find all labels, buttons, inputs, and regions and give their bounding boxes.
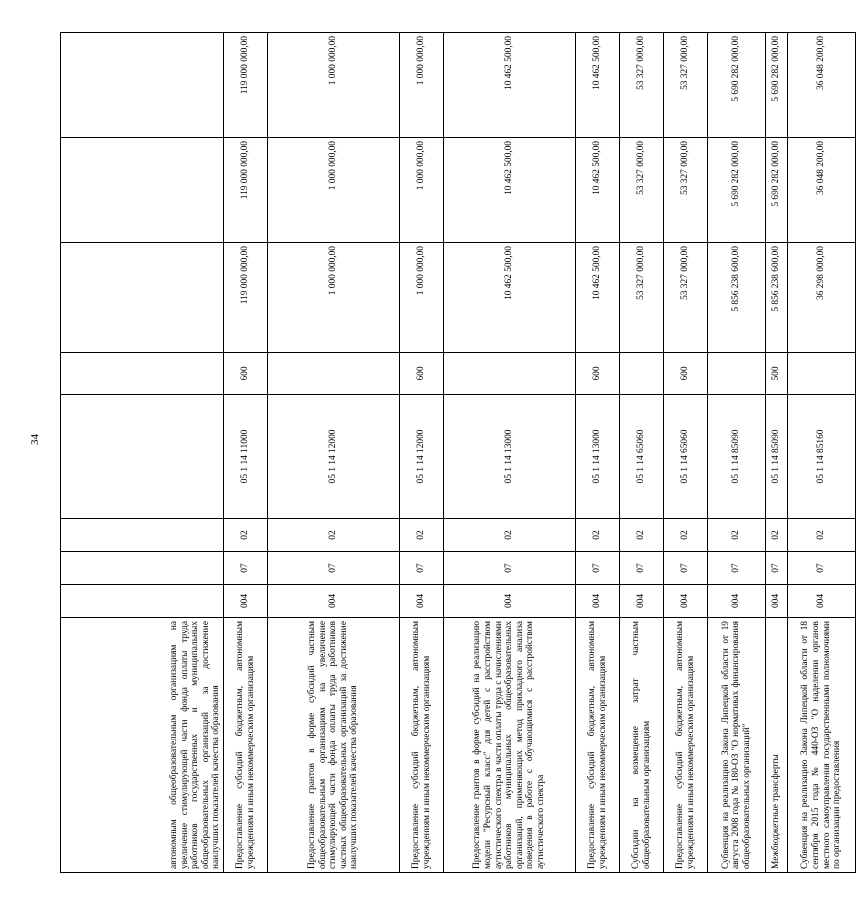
amount-year1-cell: 53 327 000,00 — [620, 243, 664, 353]
section-cell: 07 — [708, 552, 766, 585]
amount-year2-cell: 10 462 500,00 — [576, 138, 620, 243]
item-name-cell: автономным общеобразовательным организациям на увеличение стимулирующей части фонда оплаты труда работников государственных и муниципальных общеобразовательных организаций за достижение наилучших показателей качества образования — [61, 618, 224, 873]
table-row — [444, 33, 576, 873]
amount-year3-cell: 5 690 282 000,00 — [708, 33, 766, 138]
amount-year2-cell: 5 690 282 000,00 — [708, 138, 766, 243]
table-row — [224, 33, 268, 873]
amount-year2-cell: 119 000 000,00 — [224, 138, 268, 243]
item-name-cell: Предоставление грантов в форме субсидий на реализацию модели "Ресурсный класс" для детей с расстройством аутистического спектра в части оплаты труда с начислениями работников муниципальных общеобразовательных организаций, применяющих метод прикладного анализа поведения в работе с обучающимися с расстройством аутистического спектра — [444, 618, 576, 873]
ministry-code-cell: 004 — [766, 585, 788, 618]
item-name-cell: Субсидии на возмещение затрат частным общеобразовательным организациям — [620, 618, 664, 873]
target-article-cell: 05 1 14 12000 — [268, 395, 400, 519]
subsection-cell: 02 — [766, 519, 788, 552]
expense-type-cell — [444, 353, 576, 395]
subsection-cell: 02 — [400, 519, 444, 552]
amount-year2-cell: 53 327 000,00 — [620, 138, 664, 243]
expense-type-cell: 600 — [576, 353, 620, 395]
amount-year1-cell — [61, 243, 224, 353]
target-article-cell: 05 1 14 85090 — [766, 395, 788, 519]
subsection-cell: 02 — [708, 519, 766, 552]
item-name-cell: Предоставление субсидий бюджетным, автономным учреждениям и иным некоммерческим организациям — [576, 618, 620, 873]
amount-year1-cell: 36 298 000,00 — [788, 243, 856, 353]
ministry-code-cell — [61, 585, 224, 618]
target-article-cell — [61, 395, 224, 519]
subsection-cell — [61, 519, 224, 552]
table-row — [788, 33, 856, 873]
ministry-code-cell: 004 — [620, 585, 664, 618]
target-article-cell: 05 1 14 13000 — [576, 395, 620, 519]
amount-year2-cell: 10 462 500,00 — [444, 138, 576, 243]
amount-year2-cell — [61, 138, 224, 243]
table-row — [664, 33, 708, 873]
subsection-cell: 02 — [444, 519, 576, 552]
amount-year3-cell: 5 690 282 000,00 — [766, 33, 788, 138]
ministry-code-cell: 004 — [788, 585, 856, 618]
section-cell: 07 — [224, 552, 268, 585]
expense-type-cell: 600 — [400, 353, 444, 395]
section-cell: 07 — [444, 552, 576, 585]
item-name-cell: Субвенция на реализацию Закона Липецкой области от 19 августа 2008 года № 180-ОЗ "О нормативах финансирования общеобразовательных организаций" — [708, 618, 766, 873]
section-cell: 07 — [620, 552, 664, 585]
amount-year2-cell: 5 690 282 000,00 — [766, 138, 788, 243]
ministry-code-cell: 004 — [224, 585, 268, 618]
target-article-cell: 05 1 14 11000 — [224, 395, 268, 519]
amount-year3-cell: 53 327 000,00 — [664, 33, 708, 138]
amount-year3-cell: 10 462 500,00 — [576, 33, 620, 138]
target-article-cell: 05 1 14 13000 — [444, 395, 576, 519]
target-article-cell: 05 1 14 65060 — [664, 395, 708, 519]
expense-type-cell — [788, 353, 856, 395]
amount-year3-cell: 53 327 000,00 — [620, 33, 664, 138]
expense-type-cell — [268, 353, 400, 395]
expense-type-cell — [61, 353, 224, 395]
item-name-cell: Предоставление субсидий бюджетным, автономным учреждениям и иным некоммерческим организациям — [224, 618, 268, 873]
subsection-cell: 02 — [224, 519, 268, 552]
section-cell: 07 — [664, 552, 708, 585]
expense-type-cell: 600 — [664, 353, 708, 395]
amount-year1-cell: 10 462 500,00 — [444, 243, 576, 353]
expense-type-cell: 600 — [224, 353, 268, 395]
subsection-cell: 02 — [788, 519, 856, 552]
amount-year2-cell: 1 000 000,00 — [268, 138, 400, 243]
item-name-cell: Субвенция на реализацию Закона Липецкой области от 18 сентября 2015 года № 440-ОЗ "О наделении органов местного самоуправления государственными полномочиями по организации предоставления — [788, 618, 856, 873]
ministry-code-cell: 004 — [708, 585, 766, 618]
table-row — [708, 33, 766, 873]
subsection-cell: 02 — [620, 519, 664, 552]
table-row — [576, 33, 620, 873]
item-name-cell: Предоставление субсидий бюджетным, автономным учреждениям и иным некоммерческим организациям — [400, 618, 444, 873]
target-article-cell: 05 1 14 65060 — [620, 395, 664, 519]
amount-year1-cell: 1 000 000,00 — [400, 243, 444, 353]
ministry-code-cell: 004 — [664, 585, 708, 618]
amount-year1-cell: 119 000 000,00 — [224, 243, 268, 353]
budget-table — [60, 32, 856, 873]
amount-year3-cell: 10 462 500,00 — [444, 33, 576, 138]
ministry-code-cell: 004 — [400, 585, 444, 618]
amount-year3-cell — [61, 33, 224, 138]
table-row — [400, 33, 444, 873]
ministry-code-cell: 004 — [268, 585, 400, 618]
rotated-page-content — [60, 33, 843, 873]
expense-type-cell: 500 — [766, 353, 788, 395]
amount-year3-cell: 1 000 000,00 — [268, 33, 400, 138]
amount-year1-cell: 1 000 000,00 — [268, 243, 400, 353]
amount-year2-cell: 36 048 200,00 — [788, 138, 856, 243]
ministry-code-cell: 004 — [576, 585, 620, 618]
table-row — [620, 33, 664, 873]
amount-year3-cell: 119 000 000,00 — [224, 33, 268, 138]
section-cell: 07 — [400, 552, 444, 585]
amount-year1-cell: 53 327 000,00 — [664, 243, 708, 353]
subsection-cell: 02 — [268, 519, 400, 552]
amount-year1-cell: 10 462 500,00 — [576, 243, 620, 353]
amount-year2-cell: 53 327 000,00 — [664, 138, 708, 243]
ministry-code-cell: 004 — [444, 585, 576, 618]
section-cell: 07 — [576, 552, 620, 585]
subsection-cell: 02 — [664, 519, 708, 552]
item-name-cell: Предоставление субсидий бюджетным, автономным учреждениям и иным некоммерческим организациям — [664, 618, 708, 873]
section-cell — [61, 552, 224, 585]
table-row — [766, 33, 788, 873]
amount-year3-cell: 1 000 000,00 — [400, 33, 444, 138]
target-article-cell: 05 1 14 85160 — [788, 395, 856, 519]
section-cell: 07 — [268, 552, 400, 585]
amount-year3-cell: 36 048 200,00 — [788, 33, 856, 138]
subsection-cell: 02 — [576, 519, 620, 552]
target-article-cell: 05 1 14 85090 — [708, 395, 766, 519]
page-number: 34 — [29, 434, 41, 445]
item-name-cell: Предоставление грантов в форме субсидий частным общеобразовательным организациям на увеличение стимулирующей части фонда оплаты труда работников частных общеобразовательных организаций за достижение наилучших показателей качества образования — [268, 618, 400, 873]
section-cell: 07 — [788, 552, 856, 585]
table-row — [61, 33, 224, 873]
item-name-cell: Межбюджетные трансферты — [766, 618, 788, 873]
expense-type-cell — [620, 353, 664, 395]
expense-type-cell — [708, 353, 766, 395]
target-article-cell: 05 1 14 12000 — [400, 395, 444, 519]
amount-year1-cell: 5 856 238 600,00 — [708, 243, 766, 353]
table-row — [268, 33, 400, 873]
amount-year1-cell: 5 856 238 600,00 — [766, 243, 788, 353]
budget-table-body — [61, 33, 856, 873]
section-cell: 07 — [766, 552, 788, 585]
amount-year2-cell: 1 000 000,00 — [400, 138, 444, 243]
